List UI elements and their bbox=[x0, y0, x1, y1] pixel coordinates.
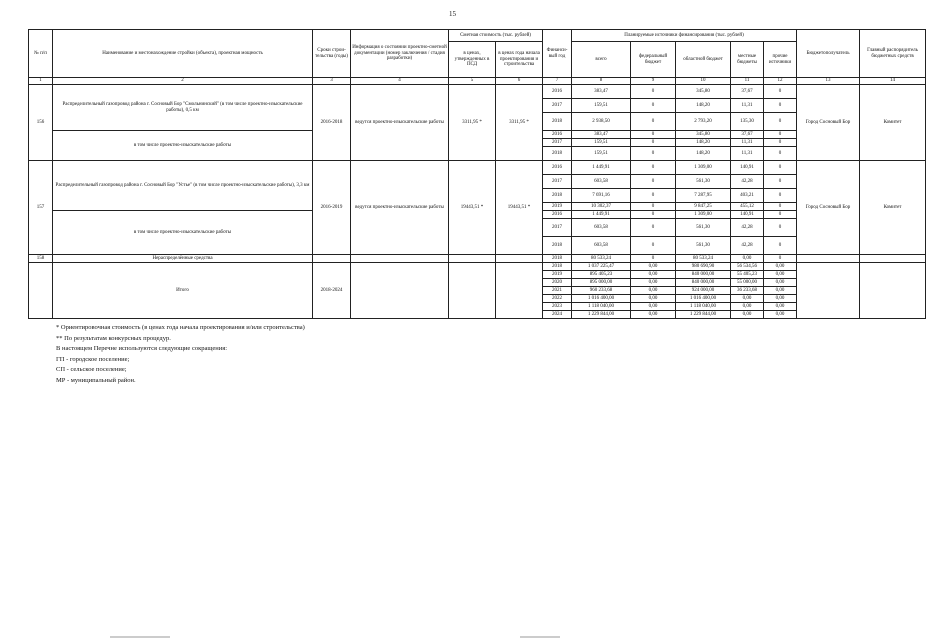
table-row bbox=[29, 85, 926, 99]
cell-other: 0 bbox=[764, 139, 797, 147]
cell-regional: 840 000,00 bbox=[676, 279, 731, 287]
total-label: Итого bbox=[53, 263, 313, 319]
empty-cell bbox=[797, 263, 860, 319]
col-number: 2 bbox=[53, 78, 313, 85]
header-total: всего bbox=[572, 42, 631, 78]
cell-federal: 0,00 bbox=[631, 311, 676, 319]
cell-total: 383,47 bbox=[572, 131, 631, 139]
cell-local: 140,91 bbox=[731, 161, 764, 175]
object-name: Распределительный газопровод района г. Сосновый Бор "Устье" (в том числе проектно-изыскательские работы), 3,3 км bbox=[53, 161, 313, 211]
col-number: 14 bbox=[860, 78, 926, 85]
cell-year: 2016 bbox=[543, 131, 572, 139]
header-row-1 bbox=[29, 30, 926, 42]
empty-cell bbox=[860, 263, 926, 319]
cell-year: 2019 bbox=[543, 203, 572, 211]
cell-local: 37,67 bbox=[731, 131, 764, 139]
cell-other: 0 bbox=[764, 99, 797, 113]
empty-cell bbox=[797, 255, 860, 263]
header-federal: федеральный бюджет bbox=[631, 42, 676, 78]
header-name: Наименование и местонахождение стройки (объекта), проектная мощность bbox=[53, 30, 313, 78]
cell-total: 159,51 bbox=[572, 139, 631, 147]
cell-regional: 80 533,24 bbox=[676, 255, 731, 263]
cell-year: 2018 bbox=[543, 189, 572, 203]
cell-total: 10 302,37 bbox=[572, 203, 631, 211]
cell-year: 2018 bbox=[543, 255, 572, 263]
header-manager: Главный распорядитель бюджетных средств bbox=[860, 30, 926, 78]
footnote: ГП - городское поселение; bbox=[56, 355, 130, 363]
cell-year: 2018 bbox=[543, 263, 572, 271]
cell-total: 895 405,23 bbox=[572, 271, 631, 279]
object-name: Нераспределённые средства bbox=[53, 255, 313, 263]
cell-total: 383,47 bbox=[572, 85, 631, 99]
cell-local: 0,00 bbox=[731, 295, 764, 303]
cell-other: 0,00 bbox=[764, 287, 797, 295]
col-number: 4 bbox=[351, 78, 449, 85]
cell-regional: 924 000,00 bbox=[676, 287, 731, 295]
empty-cell bbox=[351, 255, 449, 263]
cell-federal: 0,00 bbox=[631, 279, 676, 287]
object-manager: Комитет bbox=[860, 85, 926, 161]
cell-regional: 840 000,00 bbox=[676, 271, 731, 279]
cell-regional: 1 229 844,00 bbox=[676, 311, 731, 319]
cell-regional: 9 847,25 bbox=[676, 203, 731, 211]
cell-federal: 0 bbox=[631, 99, 676, 113]
header-fin-year: Финанси-вый год bbox=[543, 30, 572, 78]
object-doc-status: ведутся проектно-изыскательские работы bbox=[351, 161, 449, 255]
object-manager: Комитет bbox=[860, 161, 926, 255]
empty-cell bbox=[496, 263, 543, 319]
cell-regional: 1 016 400,00 bbox=[676, 295, 731, 303]
cell-other: 0,00 bbox=[764, 263, 797, 271]
object-term: 2016-2019 bbox=[313, 161, 351, 255]
cell-year: 2019 bbox=[543, 271, 572, 279]
cell-other: 0 bbox=[764, 113, 797, 131]
cell-federal: 0 bbox=[631, 211, 676, 219]
cell-federal: 0 bbox=[631, 113, 676, 131]
cell-federal: 0 bbox=[631, 219, 676, 237]
cell-local: 37,67 bbox=[731, 85, 764, 99]
cell-other: 0 bbox=[764, 203, 797, 211]
cell-local: 42,28 bbox=[731, 219, 764, 237]
col-number: 5 bbox=[449, 78, 496, 85]
cell-other: 0,00 bbox=[764, 271, 797, 279]
col-number: 7 bbox=[543, 78, 572, 85]
cell-local: 0,00 bbox=[731, 311, 764, 319]
object-recipient: Город Сосновый Бор bbox=[797, 161, 860, 255]
footnote: * Ориентировочная стоимость (в ценах года начала проектирования и/или строительства) bbox=[56, 324, 305, 331]
object-subtitle: в том числе проектно-изыскательские работы bbox=[53, 131, 313, 161]
cell-year: 2018 bbox=[543, 147, 572, 161]
cell-year: 2016 bbox=[543, 85, 572, 99]
header-num: № п/п bbox=[29, 30, 53, 78]
cell-local: 55 000,00 bbox=[731, 279, 764, 287]
cell-federal: 0,00 bbox=[631, 263, 676, 271]
cell-regional: 7 287,95 bbox=[676, 189, 731, 203]
cell-regional: 1 118 040,00 bbox=[676, 303, 731, 311]
cell-total: 7 691,16 bbox=[572, 189, 631, 203]
cell-federal: 0 bbox=[631, 131, 676, 139]
cell-year: 2023 bbox=[543, 303, 572, 311]
cell-other: 0 bbox=[764, 219, 797, 237]
object-subtitle: в том числе проектно-изыскательские работы bbox=[53, 211, 313, 255]
cell-other: 0 bbox=[764, 255, 797, 263]
cell-other: 0,00 bbox=[764, 295, 797, 303]
cell-total: 895 000,00 bbox=[572, 279, 631, 287]
cell-other: 0 bbox=[764, 161, 797, 175]
page-number: 15 bbox=[449, 10, 456, 18]
cell-regional: 561,30 bbox=[676, 219, 731, 237]
col-number: 3 bbox=[313, 78, 351, 85]
row-num: 158 bbox=[29, 255, 53, 263]
footnote: СП - сельское поселение; bbox=[56, 366, 127, 373]
cell-other: 0 bbox=[764, 189, 797, 203]
empty-cell bbox=[351, 263, 449, 319]
cell-federal: 0 bbox=[631, 161, 676, 175]
cell-total: 1 037 225,47 bbox=[572, 263, 631, 271]
cell-total: 603,58 bbox=[572, 175, 631, 189]
footnote: В настоящем Перечне используются следующие сокращения: bbox=[56, 345, 228, 352]
cell-regional: 561,30 bbox=[676, 237, 731, 255]
table-row bbox=[29, 263, 926, 271]
cell-local: 42,28 bbox=[731, 175, 764, 189]
cell-year: 2024 bbox=[543, 311, 572, 319]
header-recipient: Бюджетополучатель bbox=[797, 30, 860, 78]
table-row bbox=[29, 255, 926, 263]
cell-total: 1 229 844,00 bbox=[572, 311, 631, 319]
col-number: 13 bbox=[797, 78, 860, 85]
cell-regional: 980 690,90 bbox=[676, 263, 731, 271]
cell-local: 36 233,68 bbox=[731, 287, 764, 295]
cell-total: 960 233,68 bbox=[572, 287, 631, 295]
col-number: 11 bbox=[731, 78, 764, 85]
cell-federal: 0 bbox=[631, 147, 676, 161]
empty-cell bbox=[496, 255, 543, 263]
header-cost-start: в ценах года начала проектирования и строительства bbox=[496, 42, 543, 78]
scan-artifact bbox=[520, 636, 560, 638]
cell-regional: 148,20 bbox=[676, 139, 731, 147]
row-num: 157 bbox=[29, 161, 53, 255]
cell-year: 2017 bbox=[543, 99, 572, 113]
col-number: 6 bbox=[496, 78, 543, 85]
cell-total: 159,51 bbox=[572, 147, 631, 161]
column-numbers-row bbox=[29, 78, 926, 85]
cell-local: 403,21 bbox=[731, 189, 764, 203]
col-number: 8 bbox=[572, 78, 631, 85]
cell-federal: 0,00 bbox=[631, 295, 676, 303]
header-cost-group: Сметная стоимость (тыс. рублей) bbox=[449, 30, 543, 42]
empty-cell bbox=[29, 263, 53, 319]
header-other: прочие источники bbox=[764, 42, 797, 78]
cell-total: 80 533,24 bbox=[572, 255, 631, 263]
cell-regional: 345,80 bbox=[676, 131, 731, 139]
cell-regional: 2 793,20 bbox=[676, 113, 731, 131]
cell-total: 2 938,50 bbox=[572, 113, 631, 131]
cell-local: 55 405,23 bbox=[731, 271, 764, 279]
cell-year: 2021 bbox=[543, 287, 572, 295]
cell-regional: 561,30 bbox=[676, 175, 731, 189]
total-term: 2018-2024 bbox=[313, 263, 351, 319]
cell-federal: 0,00 bbox=[631, 287, 676, 295]
cell-year: 2016 bbox=[543, 211, 572, 219]
cell-local: 0,00 bbox=[731, 303, 764, 311]
cell-local: 11,31 bbox=[731, 147, 764, 161]
cell-other: 0,00 bbox=[764, 279, 797, 287]
cell-local: 455,12 bbox=[731, 203, 764, 211]
cell-year: 2022 bbox=[543, 295, 572, 303]
row-num: 156 bbox=[29, 85, 53, 161]
cell-federal: 0 bbox=[631, 237, 676, 255]
cell-year: 2018 bbox=[543, 237, 572, 255]
object-cost-current: 19443,51 * bbox=[449, 161, 496, 255]
cell-regional: 1 309,00 bbox=[676, 211, 731, 219]
cell-federal: 0,00 bbox=[631, 303, 676, 311]
cell-other: 0 bbox=[764, 175, 797, 189]
object-name: Распределительный газопровод района г. Сосновый Бор "Смольнинский" (в том числе проектно-изыскательские работы), 0,5 км bbox=[53, 85, 313, 131]
cell-total: 603,58 bbox=[572, 219, 631, 237]
cell-year: 2017 bbox=[543, 139, 572, 147]
cell-regional: 1 309,00 bbox=[676, 161, 731, 175]
header-doc-info: Информация о состоянии проектно-сметной документации (номер заключения / стадия разработки) bbox=[351, 30, 449, 78]
cell-local: 140,91 bbox=[731, 211, 764, 219]
scan-artifact bbox=[110, 636, 170, 638]
header-sources-group: Планируемые источники финансирования (тыс. рублей) bbox=[572, 30, 797, 42]
cell-local: 11,31 bbox=[731, 139, 764, 147]
col-number: 10 bbox=[676, 78, 731, 85]
cell-year: 2016 bbox=[543, 161, 572, 175]
footnote: ** По результатам конкурсных процедур. bbox=[56, 334, 171, 342]
cell-total: 1 449,91 bbox=[572, 161, 631, 175]
object-term: 2016-2018 bbox=[313, 85, 351, 161]
cell-year: 2017 bbox=[543, 175, 572, 189]
cell-other: 0 bbox=[764, 237, 797, 255]
cell-other: 0 bbox=[764, 211, 797, 219]
cell-regional: 148,20 bbox=[676, 147, 731, 161]
table-row bbox=[29, 161, 926, 175]
cell-total: 159,51 bbox=[572, 99, 631, 113]
cell-year: 2017 bbox=[543, 219, 572, 237]
empty-cell bbox=[449, 255, 496, 263]
cell-other: 0 bbox=[764, 131, 797, 139]
cell-federal: 0,00 bbox=[631, 271, 676, 279]
header-cost-current: в ценах, утвержденных в ПСД bbox=[449, 42, 496, 78]
cell-total: 1 449,91 bbox=[572, 211, 631, 219]
cell-year: 2018 bbox=[543, 113, 572, 131]
object-cost-start: 19443,51 * bbox=[496, 161, 543, 255]
cell-other: 0,00 bbox=[764, 311, 797, 319]
cell-other: 0,00 bbox=[764, 303, 797, 311]
header-regional: областной бюджет bbox=[676, 42, 731, 78]
objects-table bbox=[28, 29, 926, 319]
cell-local: 135,30 bbox=[731, 113, 764, 131]
cell-regional: 345,80 bbox=[676, 85, 731, 99]
cell-other: 0 bbox=[764, 85, 797, 99]
cell-federal: 0 bbox=[631, 189, 676, 203]
header-term: Сроки строи-тельства (годы) bbox=[313, 30, 351, 78]
footnote: МР - муниципальный район. bbox=[56, 376, 136, 384]
col-number: 12 bbox=[764, 78, 797, 85]
cell-local: 56 534,56 bbox=[731, 263, 764, 271]
cell-local: 0,00 bbox=[731, 255, 764, 263]
object-cost-start: 3311,95 * bbox=[496, 85, 543, 161]
cell-total: 603,58 bbox=[572, 237, 631, 255]
header-local: местные бюджеты bbox=[731, 42, 764, 78]
empty-cell bbox=[313, 255, 351, 263]
empty-cell bbox=[449, 263, 496, 319]
cell-year: 2020 bbox=[543, 279, 572, 287]
cell-federal: 0 bbox=[631, 203, 676, 211]
col-number: 1 bbox=[29, 78, 53, 85]
footnotes bbox=[56, 323, 305, 386]
cell-total: 1 016 400,00 bbox=[572, 295, 631, 303]
cell-federal: 0 bbox=[631, 139, 676, 147]
object-recipient: Город Сосновый Бор bbox=[797, 85, 860, 161]
cell-total: 1 118 040,00 bbox=[572, 303, 631, 311]
object-cost-current: 3311,95 * bbox=[449, 85, 496, 161]
cell-local: 42,28 bbox=[731, 237, 764, 255]
cell-other: 0 bbox=[764, 147, 797, 161]
col-number: 9 bbox=[631, 78, 676, 85]
cell-federal: 0 bbox=[631, 255, 676, 263]
cell-regional: 148,20 bbox=[676, 99, 731, 113]
cell-federal: 0 bbox=[631, 175, 676, 189]
cell-local: 11,31 bbox=[731, 99, 764, 113]
empty-cell bbox=[860, 255, 926, 263]
cell-federal: 0 bbox=[631, 85, 676, 99]
object-doc-status: ведутся проектно-изыскательские работы bbox=[351, 85, 449, 161]
